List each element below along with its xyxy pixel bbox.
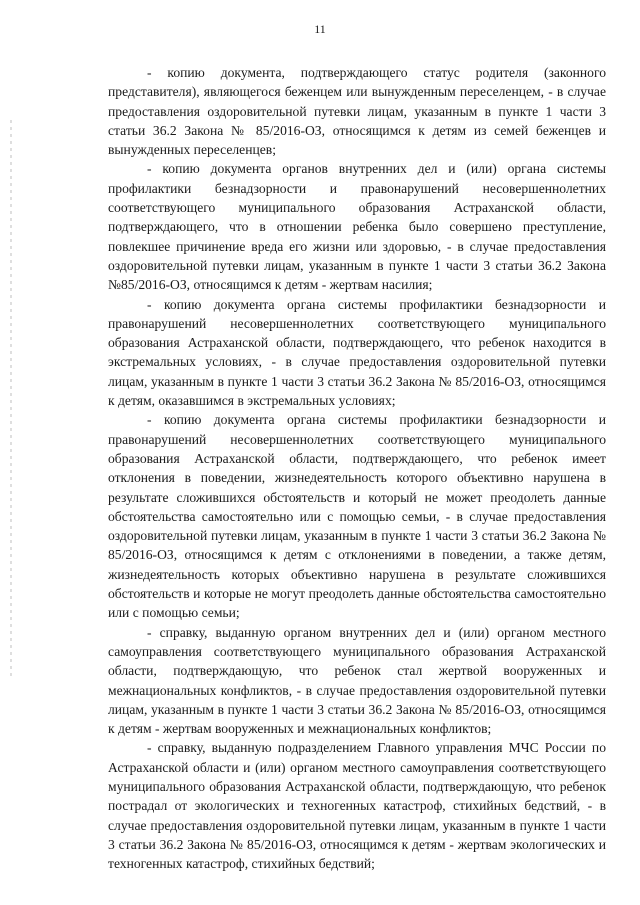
body-text (108, 63, 606, 873)
page-number: 11 (314, 22, 326, 36)
margin-stamp (10, 120, 12, 680)
paragraph: - справку, выданную органом внутренних дел и (или) органом местного самоуправления соответствующего муниципального образования Астраханской области, подтверждающую, что ребенок стал жертвой вооруженных и межнациональных конфликтов, - в случае предоставления оздоровительной путевки лицам, указанным в пункте 1 части 3 статьи 36.2 Закона № 85/2016-ОЗ, относящимся к детям - жертвам вооруженных и межнациональных конфликтов; (108, 624, 606, 737)
paragraph: - копию документа органов внутренних дел и (или) органа системы профилактики безнадзорности и правонарушений несовершеннолетних соответствующего муниципального образования Астраханской области, подтверждающего, что в отношении ребенка было совершено преступление, повлекшее причинение вреда его жизни или здоровью, - в случае предоставления оздоровительной путевки лицам, указанным в пункте 1 части 3 статьи 36.2 Закона №85/2016-ОЗ, относящимся к детям - жертвам насилия; (108, 161, 606, 293)
paragraph: - копию документа, подтверждающего статус родителя (законного представителя), являющегося беженцем или вынужденным переселенцем, - в случае предоставления оздоровительной путевки лицам, указанным в пункте 1 части 3 статьи 36.2 Закона № 85/2016-ОЗ, относящимся к детям из семей беженцев и вынужденных переселенцев; (108, 65, 606, 158)
paragraph: - копию документа органа системы профилактики безнадзорности и правонарушений несовершеннолетних соответствующего муниципального образования Астраханской области, подтверждающего, что ребенок находится в экстремальных условиях, - в случае предоставления оздоровительной путевки лицам, указанным в пункте 1 части 3 статьи 36.2 Закона № 85/2016-ОЗ, относящимся к детям, оказавшимся в экстремальных условиях; (108, 296, 606, 409)
paragraph: - копию документа органа системы профилактики безнадзорности и правонарушений несовершеннолетних соответствующего муниципального образования Астраханской области, подтверждающего, что ребенок имеет отклонения в поведении, жизнедеятельность которого объективно нарушена в результате сложившихся обстоятельств и который не может преодолеть данные обстоятельства самостоятельно или с помощью семьи, - в случае предоставления оздоровительной путевки лицам, указанным в пункте 1 части 3 статьи 36.2 Закона № 85/2016-ОЗ, относящимся к детям с отклонениями в поведении, а также детям, жизнедеятельность которых объективно нарушена в результате сложившихся обстоятельств и которые не могут преодолеть данные обстоятельства самостоятельно или с помощью семьи; (108, 412, 606, 621)
paragraph: - справку, выданную подразделением Главного управления МЧС России по Астраханской области и (или) органом местного самоуправления соответствующего муниципального образования Астраханской области, подтверждающую, что ребенок пострадал от экологических и техногенных катастроф, стихийных бедствий, - в случае предоставления оздоровительной путевки лицам, указанным в пункте 1 части 3 статьи 36.2 Закона № 85/2016-ОЗ, относящимся к детям - жертвам экологических и техногенных катастроф, стихийных бедствий; (108, 740, 606, 872)
